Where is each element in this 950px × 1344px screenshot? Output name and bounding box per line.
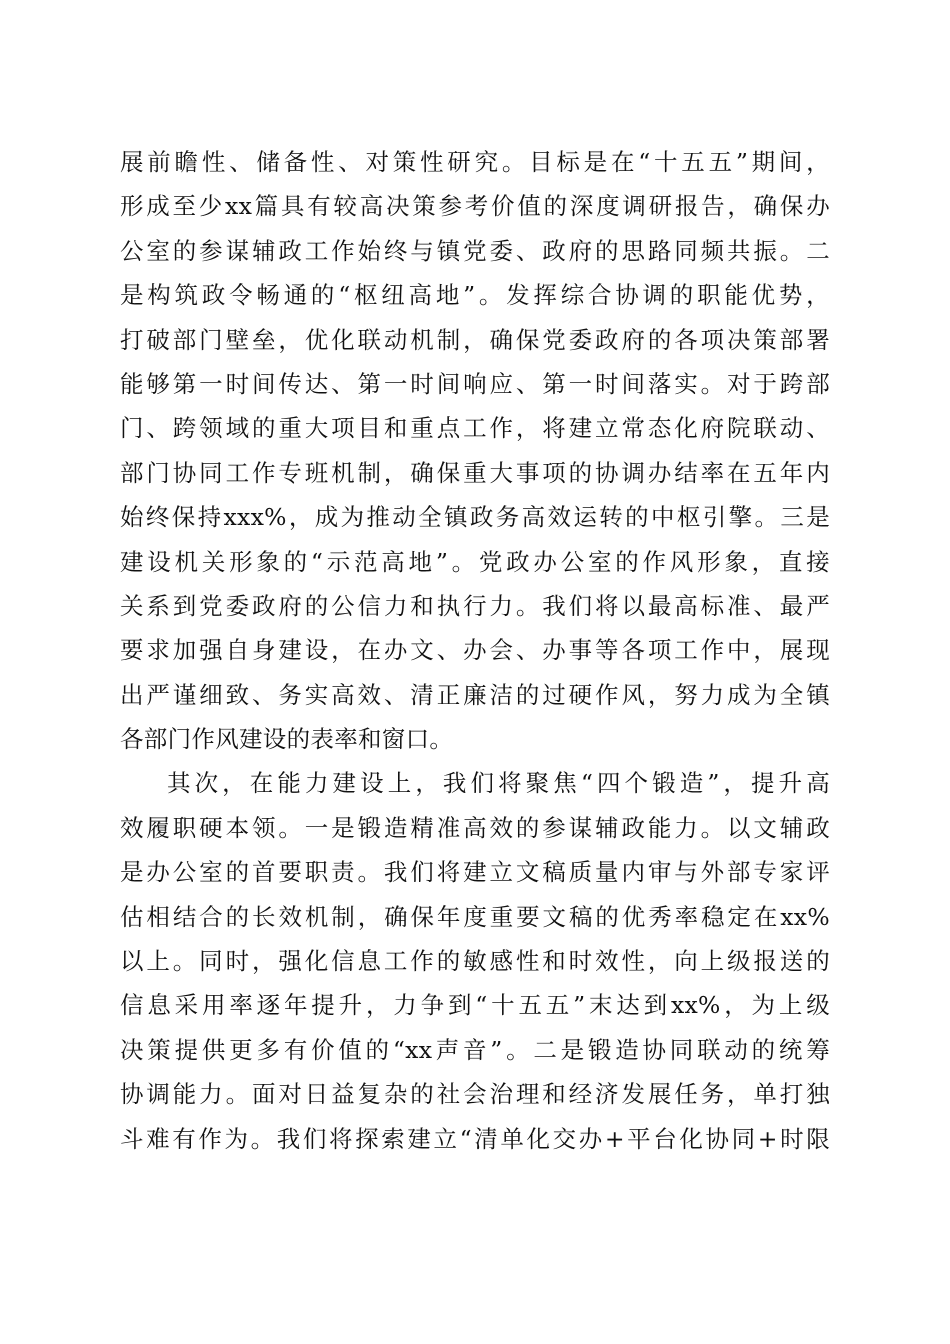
text-line: 始终保持xxx%，成为推动全镇政务高效运转的中枢引擎。三是: [120, 503, 830, 532]
text-line: 是构筑政令畅通的“枢纽高地”。发挥综合协调的职能优势，: [120, 281, 830, 310]
text-line: 出严谨细致、务实高效、清正廉洁的过硬作风，努力成为全镇: [120, 680, 830, 709]
text-line: 建设机关形象的“示范高地”。党政办公室的作风形象，直接: [120, 547, 830, 576]
text-line: 公室的参谋辅政工作始终与镇党委、政府的思路同频共振。二: [120, 236, 830, 265]
paragraph-end-line: 各部门作风建设的表率和窗口。: [120, 725, 454, 754]
text-line: 协调能力。面对日益复杂的社会治理和经济发展任务，单打独: [120, 1080, 830, 1109]
text-line: 斗难有作为。我们将探索建立“清单化交办+平台化协同+时限: [120, 1124, 830, 1153]
text-line: 部门协同工作专班机制，确保重大事项的协调办结率在五年内: [120, 458, 830, 487]
text-line: 关系到党委政府的公信力和执行力。我们将以最高标准、最严: [120, 591, 830, 620]
text-line: 能够第一时间传达、第一时间响应、第一时间落实。对于跨部: [120, 369, 830, 398]
text-line: 是办公室的首要职责。我们将建立文稿质量内审与外部专家评: [120, 858, 830, 887]
text-line: 展前瞻性、储备性、对策性研究。目标是在“十五五”期间，: [120, 148, 830, 176]
paragraph-start-line: 其次，在能力建设上，我们将聚焦“四个锻造”，提升高: [167, 769, 830, 798]
text-line: 效履职硬本领。一是锻造精准高效的参谋辅政能力。以文辅政: [120, 813, 830, 842]
text-line: 打破部门壁垒，优化联动机制，确保党委政府的各项决策部署: [120, 325, 830, 354]
text-line: 估相结合的长效机制，确保年度重要文稿的优秀率稳定在xx%: [120, 902, 830, 931]
body-text: [120, 140, 830, 1161]
text-line: 形成至少xx篇具有较高决策参考价值的深度调研报告，确保办: [120, 192, 830, 221]
text-line: 以上。同时，强化信息工作的敏感性和时效性，向上级报送的: [120, 947, 830, 976]
text-line: 决策提供更多有价值的“xx声音”。二是锻造协同联动的统筹: [120, 1035, 830, 1064]
text-line: 信息采用率逐年提升，力争到“十五五”末达到xx%，为上级: [120, 991, 830, 1020]
text-line: 要求加强自身建设，在办文、办会、办事等各项工作中，展现: [120, 636, 830, 665]
text-line: 门、跨领域的重大项目和重点工作，将建立常态化府院联动、: [120, 414, 830, 443]
